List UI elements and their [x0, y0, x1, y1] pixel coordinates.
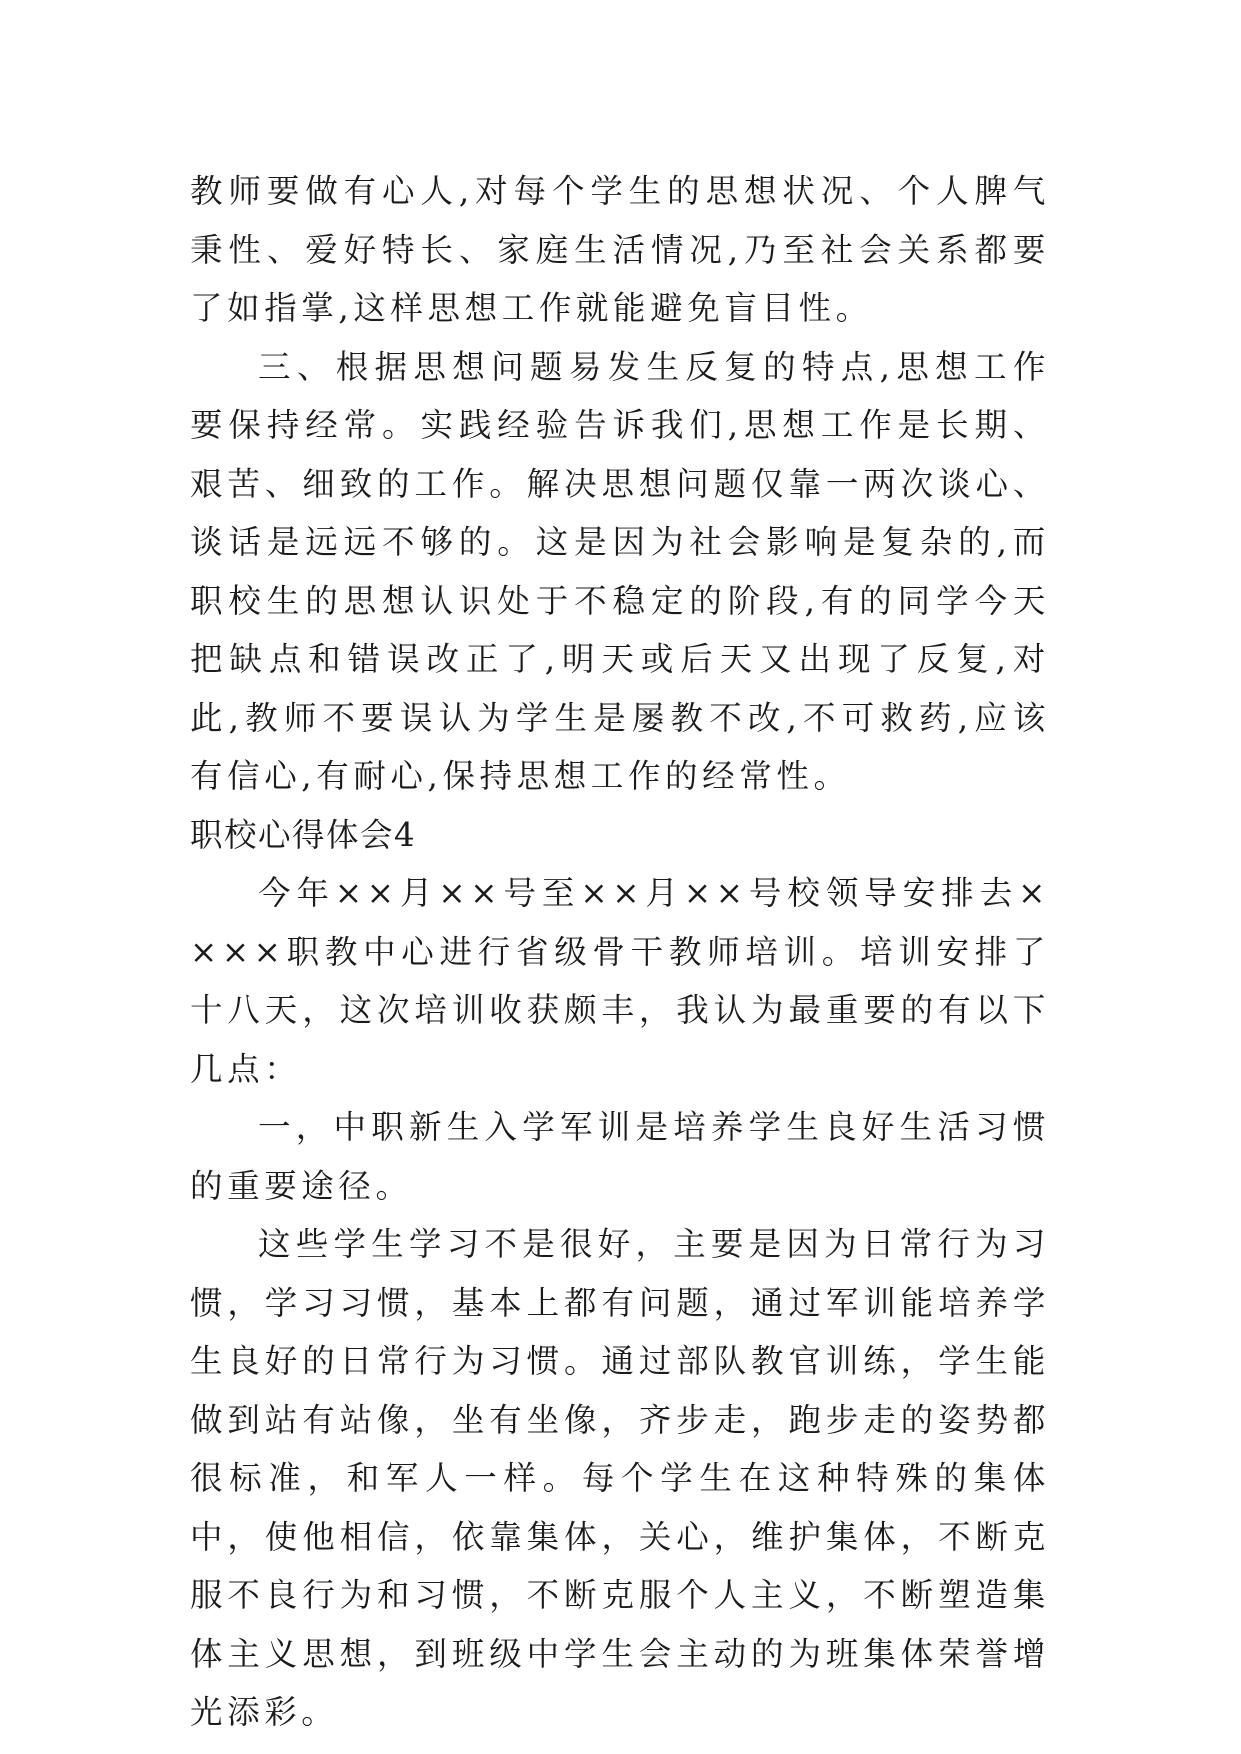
paragraph-point-one: 一，中职新生入学军训是培养学生良好生活习惯的重要途径。 [190, 1108, 1050, 1205]
paragraph-teacher-attentive: 教师要做有心人,对每个学生的思想状况、个人脾气秉性、爱好特长、家庭生活情况,乃至社会关系都要了如指掌,这样思想工作就能避免盲目性。 [190, 172, 1050, 327]
paragraph-point-three: 三、根据思想问题易发生反复的特点,思想工作要保持经常。实践经验告诉我们,思想工作是长期、艰苦、细致的工作。解决思想问题仅靠一两次谈心、谈话是远远不够的。这是因为社会影响是复杂的,而职校生的思想认识处于不稳定的阶段,有的同学今天把缺点和错误改正了,明天或后天又出现了反复,对此,教师不要误认为学生是屡教不改,不可救药,应该有信心,有耐心,保持思想工作的经常性。 [190, 347, 1050, 795]
paragraph-training-intro: 今年××月××号至××月××号校领导安排去××××职教中心进行省级骨干教师培训。培训安排了十八天，这次培训收获颇丰，我认为最重要的有以下几点： [190, 874, 1050, 1088]
section-heading: 职校心得体会4 [190, 815, 417, 854]
paragraph-military-training: 这些学生学习不是很好，主要是因为日常行为习惯，学习习惯，基本上都有问题，通过军训能培养学生良好的日常行为习惯。通过部队教官训练，学生能做到站有站像，坐有坐像，齐步走，跑步走的姿势都很标准，和军人一样。每个学生在这种特殊的集体中，使他相信，依靠集体，关心，维护集体，不断克服不良行为和习惯，不断克服个人主义，不断塑造集体主义思想，到班级中学生会主动的为班集体荣誉增光添彩。 [190, 1225, 1050, 1731]
document-body [190, 162, 1050, 1742]
